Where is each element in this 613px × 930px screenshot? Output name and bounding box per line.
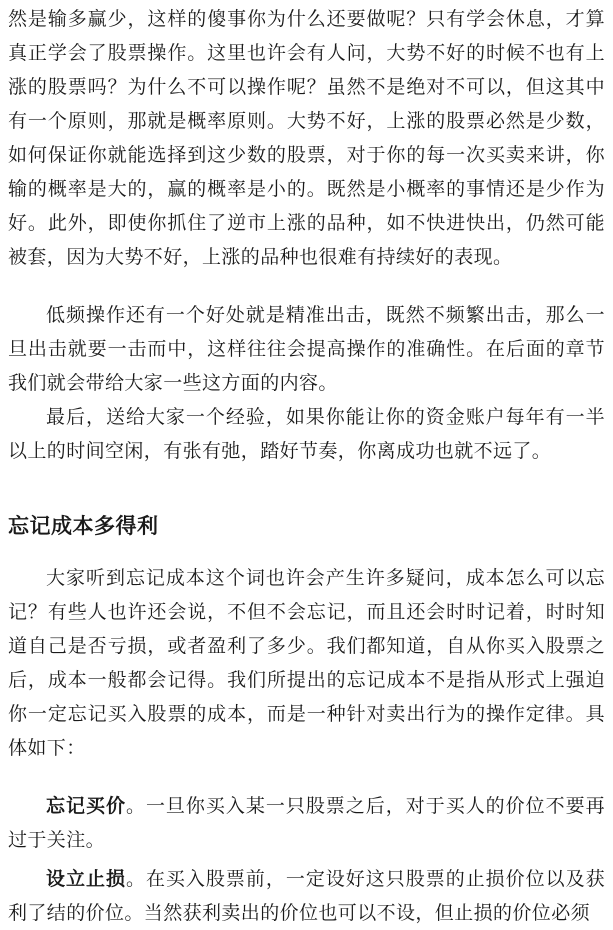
set-stop-loss-text: 。在买入股票前，一定设好这只股票的止损价位以及获利了结的价位。当然获利卖出的价位也可以不设，但止损的价位必须 (8, 868, 605, 924)
paragraph-advice: 最后，送给大家一个经验，如果你能让你的资金账户每年有一半以上的时间空闲，有张有弛，踏好节奏，你离成功也就不远了。 (8, 406, 605, 462)
section-heading: 忘记成本多得利 (8, 514, 159, 538)
paragraph-low-frequency: 低频操作还有一个好处就是精准出击，既然不频繁出击，那么一旦出击就要一击而中，这样往往会提高操作的准确性。在后面的章节我们就会带给大家一些这方面的内容。 (8, 304, 605, 394)
paragraph-forget-cost-intro: 大家听到忘记成本这个词也许会产生许多疑问，成本怎么可以忘记？有些人也许还会说，不但不会忘记，而且还会时时记着，时时知道自己是否亏损，或者盈利了多少。我们都知道，自从你买入股票之后，成本一般都会记得。我们所提出的忘记成本不是指从形式上强迫你一定忘记买入股票的成本，而是一种针对卖出行为的操作定律。具体如下： (8, 567, 605, 759)
paragraph-set-stop-loss (8, 862, 605, 930)
forget-buy-price-lead: 忘记买价 (46, 795, 126, 817)
paragraph-forget-buy-price (8, 789, 605, 857)
paragraph-continuation: 然是输多赢少，这样的傻事你为什么还要做呢？只有学会休息，才算真正学会了股票操作。这里也许会有人问，大势不好的时候不也有上涨的股票吗？为什么不可以操作呢？虽然不是绝对不可以，但这其中有一个原则，那就是概率原则。大势不好，上涨的股票必然是少数，如何保证你就能选择到这少数的股票，对于你的每一次买卖来讲，你输的概率是大的，赢的概率是小的。既然是小概率的事情还是少作为好。此外，即使你抓住了逆市上涨的品种，如不快进快出，仍然可能被套，因为大势不好，上涨的品种也很难有持续好的表现。 (8, 8, 605, 268)
set-stop-loss-lead: 设立止损 (46, 868, 126, 890)
forget-buy-price-text: 。一旦你买入某一只股票之后，对于买人的价位不要再过于关注。 (8, 795, 605, 851)
